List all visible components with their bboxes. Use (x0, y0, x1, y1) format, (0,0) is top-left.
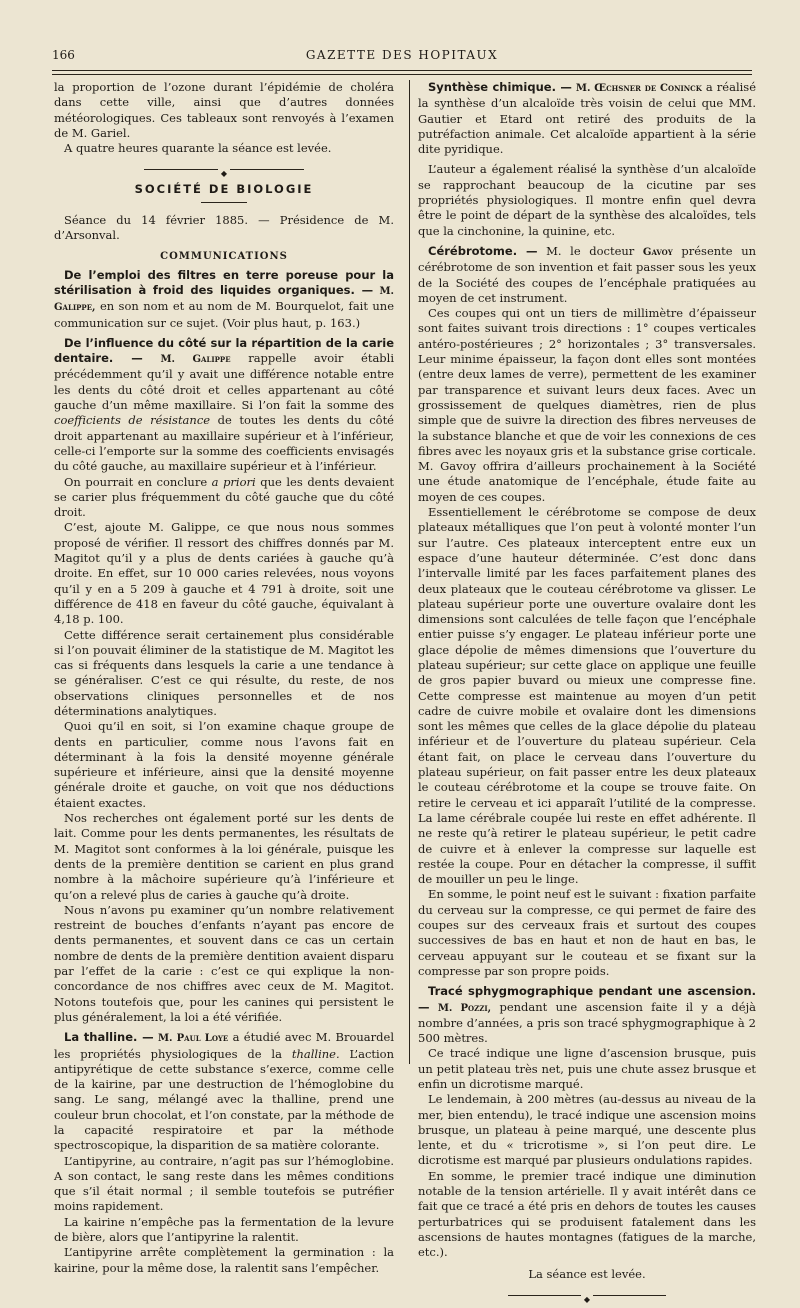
paragraph: Ce tracé indique une ligne d’ascension brusque, puis un petit plateau très net, puis une chute assez brusque et enfin un dicrotisme marqué. (418, 1046, 756, 1091)
article-thalline (54, 1030, 394, 1153)
section-rule (201, 202, 247, 203)
article-heading: De l’influence du côté sur la répartition de la carie dentaire. — (54, 335, 394, 366)
paragraph: Cette différence serait certainement plus considérable si l’on pouvait éliminer de la statistique de M. Magitot les cas si fréquents dans lesquels la carie a une tendance à se généraliser. C’est ce qui résulte, du reste, de nos observations cliniques personnelles et de nos déterminations analytiques. (54, 627, 394, 718)
author: M. Œchsner de Coninck (575, 83, 702, 94)
page-number: 166 (52, 48, 75, 62)
article-heading: Synthèse chimique. — (428, 80, 572, 94)
closing-line: La séance est levée. (528, 1266, 646, 1281)
article-heading: Cérébrotome. — (428, 243, 538, 258)
paragraph: la proportion de l’ozone durant l’épidémie de choléra dans cette ville, ainsi que d’autres données météorologiques. Ces tableaux sont renvoyés à l’examen de M. Gariel. (54, 80, 394, 140)
article-text: rappelle avoir établi précédemment qu’il y avait une différence notable entre les dents du côté droit et celles appartenant au côté gauche d’un même maxillaire. Si l’on fait la somme des (54, 351, 395, 413)
ornament-separator: ◆ (418, 1291, 756, 1299)
paragraph: Le lendemain, à 200 mètres (au-dessus au niveau de la mer, bien entendu), le tracé indique une ascension moins brusque, un plateau à peine marqué, une descente plus lente, et du « tricrotisme », si l’on peut dire. Le dicrotisme est marqué par plusieurs ondulations rapides. (418, 1092, 756, 1168)
author: Gavoy (642, 246, 673, 258)
paragraph: Quoi qu’il en soit, si l’on examine chaque groupe de dents en particulier, comme nous l’avons fait en déterminant à la fois la densité moyenne générale supérieure et inférieure, ainsi que la densité moyenne générale droite et gauche, on voit que nos déductions étaient exactes. (54, 719, 394, 810)
article-text: de toutes les dents du côté droit appartenant au maxillaire supérieur et à l’inférieur, celle-ci l’emporte sur la somme des coefficients envisagés du côté gauche, au maxillaire supérieur et à l’inférieur. (54, 413, 394, 474)
author: M. Pozzi, (437, 1002, 492, 1014)
article-text: que les dents devaient se carier plus fréquemment du côté gauche que du côté droit. (54, 474, 394, 520)
left-column (54, 80, 394, 1276)
article-synthese (418, 80, 756, 157)
subsection-title: COMMUNICATIONS (160, 251, 288, 263)
paragraph: Nous n’avons pu examiner qu’un nombre relativement restreint de bouches d’enfants n’ayant pas encore de dents permanentes, et souvent dans ce cas un certain nombre de dents de la première dentition avaient disparu par l’effet de la carie : c’est ce qui explique la non-concordance de nos chiffres avec ceux de M. Magitot. Notons toutefois que, pour les canines qui persistent le plus généralement, la loi a été vérifiée. (54, 902, 394, 1024)
article-text: présente un cérébrotome de son invention et fait passer sous les yeux de la Société des coupes de l’encéphale pratiquées au moyen de cet instrument. (418, 243, 757, 305)
article-sphygmo (418, 984, 756, 1046)
article-text: a étudié avec M. Brouardel les propriétés physiologiques de la (54, 1030, 395, 1061)
paragraph: La kairine n’empêche pas la fermentation de la levure de bière, alors que l’antipyrine la ralentit. (54, 1214, 394, 1245)
emphasis: coefficients de résistance (54, 413, 211, 428)
article-heading: La thalline. — (64, 1030, 154, 1045)
article-text: pendant une ascension faite il y a déjà nombre d’années, a pris son tracé sphygmographique à 2 500 mètres. (418, 999, 756, 1046)
page-header (52, 48, 752, 66)
column-divider (409, 80, 410, 1064)
ornament-separator: ◆ (54, 165, 394, 173)
right-column (418, 80, 756, 1308)
article-text: en son nom et au nom de M. Bourquelot, fait une communication sur ce sujet. (Voir plus haut, p. 163.) (54, 299, 394, 330)
section-title: SOCIÉTÉ DE BIOLOGIE (134, 182, 314, 197)
paragraph: L’antipyrine, au contraire, n’agit pas sur l’hémoglobine. A son contact, le sang reste dans les mêmes conditions que s’il était normal ; il semble toutefois se putréfier moins rapidement. (54, 1153, 394, 1214)
author: M. Galippe (160, 354, 231, 366)
article-carie (54, 336, 394, 475)
article-heading: Tracé sphygmographique pendant une ascension. — (418, 984, 756, 1014)
paragraph: En somme, le point neuf est le suivant : fixation parfaite du cerveau sur la compresse, ce qui permet de faire des coupes sur des cerveaux frais et surtout des coupes successives de bas en haut et non de haut en bas, le cerveau appuyant sur le couteau et se fixant sur la compresse par son propre poids. (418, 887, 756, 978)
author: M. Galippe, (54, 285, 394, 314)
paragraph: A quatre heures quarante la séance est levée. (64, 141, 332, 156)
paragraph: En somme, le premier tracé indique une diminution notable de la tension artérielle. Il y avait intérêt dans ce fait que ce tracé a été pris en dehors de toutes les causes perturbatrices qui se produisent fatalement dans les ascensions de hautes montagnes (fatigues de la marche, etc.). (418, 1168, 756, 1260)
author: M. Paul Loye (157, 1033, 229, 1045)
article-text: L’action antipyrétique de cette substance s’exerce, comme celle de la kairine, par une destruction de l’hémoglobine du sang. Le sang, mélangé avec la thalline, prend une couleur brun chocolat, et l’on constate, par la méthode de la capacité respiratoire et par la méthode spectroscopique, la disparition de sa matière colorante. (54, 1046, 395, 1153)
paragraph: Nos recherches ont également porté sur les dents de lait. Comme pour les dents permanentes, les résultats de M. Magitot sont conformes à la loi générale, puisque les dents de la première dentition se carient en plus grand nombre à la mâchoire supérieure qu’à l’inférieure et qu’on a relevé plus de caries à gauche qu’à droite. (54, 811, 394, 902)
paragraph: L’antipyrine arrête complètement la germination : la kairine, pour la même dose, la ralentit sans l’empêcher. (54, 1245, 394, 1275)
journal-title: GAZETTE DES HOPITAUX (305, 48, 499, 62)
article-filtres (54, 268, 394, 331)
article-heading: De l’emploi des filtres en terre poreuse pour la stérilisation à froid des liquides organiques. — (54, 267, 394, 297)
paragraph: Ces coupes qui ont un tiers de millimètre d’épaisseur sont faites suivant trois directions : 1° coupes verticales antéro-postérieures ; 2° horizontales ; 3° transversales. Leur minime épaisseur, la façon dont elles sont montées (entre deux lames de verre), permettent de les examiner par transparence et suivant leurs deux faces. Avec un grossissement de quelques diamètres, rien de plus simple que de suivre la direction des fibres nerveuses de la substance blanche et que de voir les connexions de ces fibres avec les noyaux gris et la substance grise corticale. M. Gavoy offrira d’ailleurs prochainement à la Société une étude anatomique de l’encéphale, étude faite au moyen de ces coupes. (418, 306, 756, 504)
article-text: On pourrait en conclure (64, 474, 208, 489)
paragraph: L’auteur a également réalisé la synthèse d’un alcaloïde se rapprochant beaucoup de la cicutine par ses propriétés physiologiques. Il montre enfin quel devra être le point de départ de la synthèse des alcaloïdes, tels que la cinchonine, la quinine, etc. (418, 162, 756, 238)
article-text: M. le docteur (546, 243, 635, 258)
paragraph (54, 475, 394, 521)
header-rule-top (52, 70, 752, 71)
paragraph: C’est, ajoute M. Galippe, ce que nous nous sommes proposé de vérifier. Il ressort des chiffres donnés par M. Magitot qu’il y a plus de dents cariées à gauche qu’à droite. En effet, sur 10 000 caries relevées, nous voyons qu’il y en a 5 209 à gauche et 4 791 à droite, soit une différence de 418 en faveur du côté gauche, équivalant à 4,18 p. 100. (54, 520, 394, 627)
article-cerebrotome (418, 244, 756, 306)
emphasis: a priori (211, 474, 256, 489)
paragraph: Essentiellement le cérébrotome se compose de deux plateaux métalliques que l’on peut à volonté monter l’un sur l’autre. Ces plateaux interceptent entre eux un espace d’une hauteur déterminée. C’est donc dans l’intervalle limité par les faces parfaitement planes des deux plateaux que le couteau cérébrotome va glisser. Le plateau supérieur porte une ouverture ovalaire dont les dimensions sont calculées de telle façon que l’encéphale entier puisse s’y engager. Le plateau inférieur porte une glace dépolie de mêmes dimensions que l’ouverture du plateau supérieur; sur cette glace on applique une feuille de gros papier buvard ou mieux une compresse fine. Cette compresse est maintenue au moyen d’un petit cadre de cuivre mobile et ovalaire dont les dimensions sont les mêmes que celles de la glace dépolie du plateau inférieur et de l’ouverture du plateau supérieur. Cela étant fait, on place le cerveau dans l’ouverture du plateau supérieur, on fait passer entre les deux plateaux le couteau cérébrotome et la coupe se trouve faite. On retire le cerveau et ici apparaît l’utilité de la compresse. La lame cérébrale coupée lui reste en effet adhérente. Il ne reste qu’à retirer le plateau supérieur, le petit cadre de cuivre et à enlever la compresse sur laquelle est restée la coupe. Pour en détacher la compresse, il suffit de mouiller un peu le linge. (418, 505, 756, 887)
header-rule-bottom (52, 74, 752, 75)
session-line: Séance du 14 février 1885. — Présidence de M. d’Arsonval. (54, 212, 394, 243)
article-text: a réalisé la synthèse d’un alcaloïde très voisin de celui que MM. Gautier et Etard ont retiré des produits de la putréfaction animale. Cet alcaloïde appartient à la série dite pyridique. (418, 80, 757, 157)
emphasis: thalline. (291, 1046, 340, 1061)
